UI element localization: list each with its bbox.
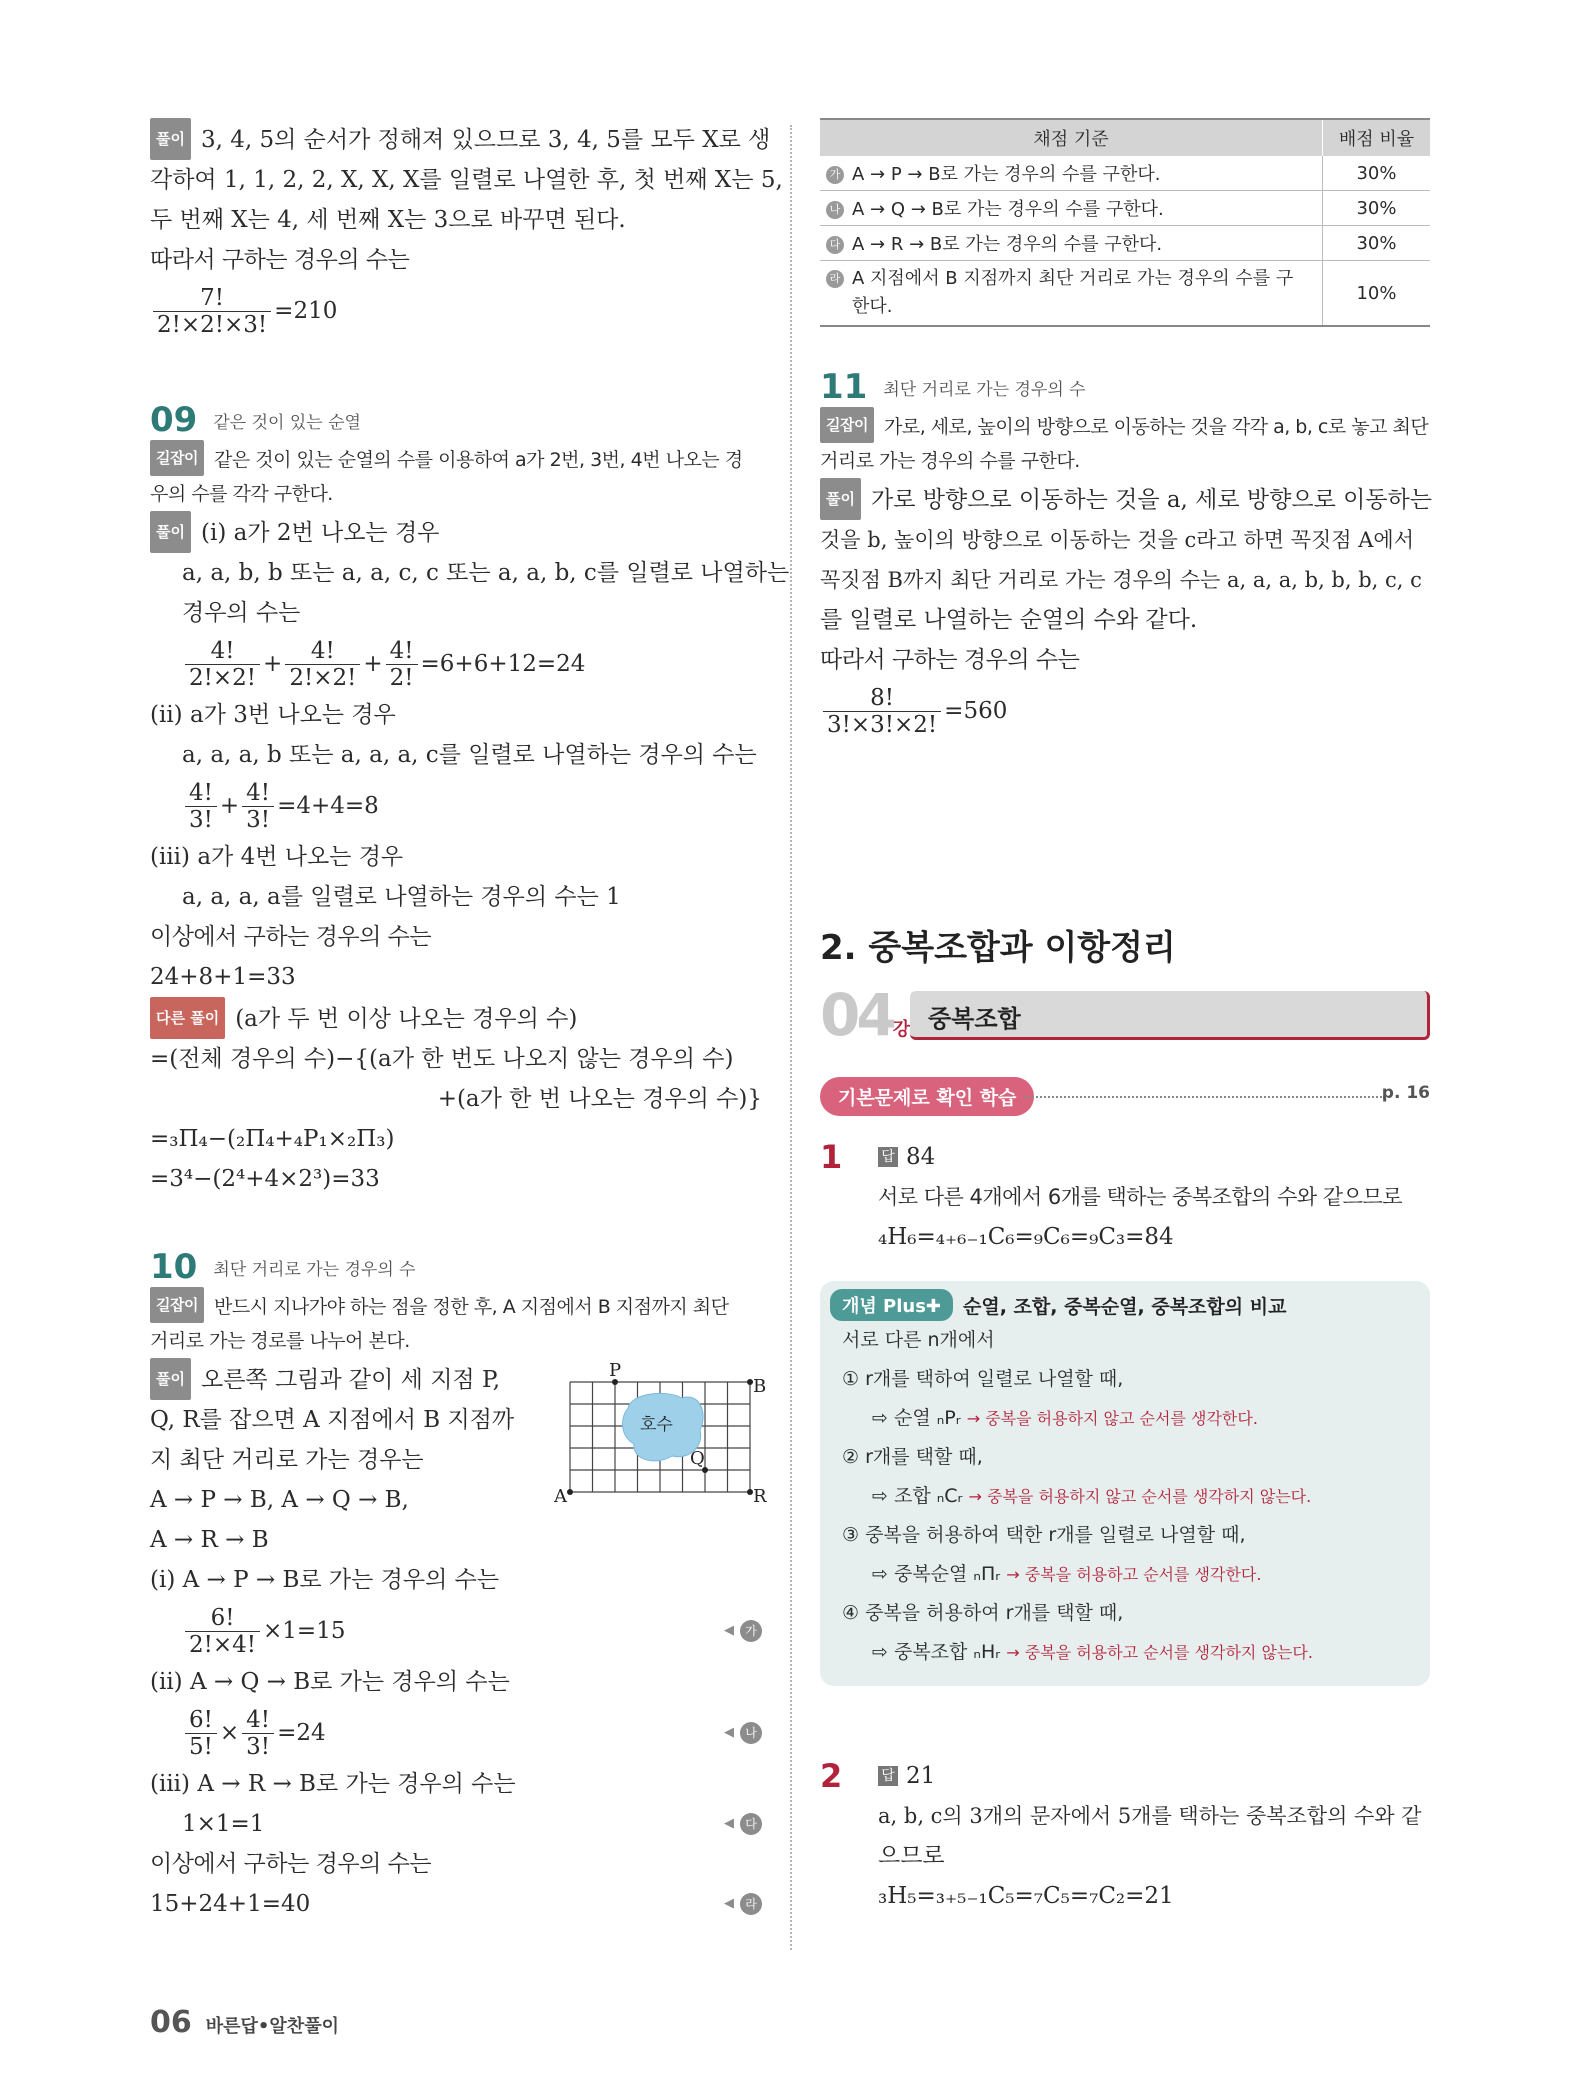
page-reference: p. 16 [1381, 1083, 1430, 1103]
case1-equation: $\frac{6!}{2!\times 4!}$ ×1=15 ◀ 가 [150, 1600, 762, 1662]
problem-equation: ₃H₅=₃₊₅₋₁C₅=₇C₅=₇C₂=21 [878, 1883, 1174, 1909]
solution-tag: 풀이 [150, 511, 191, 553]
answer-tag: 답 [878, 1766, 898, 1786]
sum-intro: 이상에서 구하는 경우의 수는 [150, 1851, 432, 1877]
section-number: 11 [820, 367, 868, 407]
answer-value: 84 [906, 1144, 936, 1170]
case2-equation: $\frac{4!}{3!}$ + $\frac{4!}{3!}$ =4+4=8 [150, 775, 762, 837]
plus-intro: 서로 다른 n개에서 [842, 1329, 995, 1351]
ratio-header: 배점 비율 [1323, 119, 1431, 156]
sol-line: A → R → B [150, 1527, 269, 1553]
sol-line: 지 최단 거리로 가는 경우는 [150, 1447, 424, 1473]
answer-tag: 답 [878, 1147, 898, 1167]
alt-solution-tag: 다른 풀이 [150, 997, 225, 1039]
s11-equation: $\frac{8!}{3!\times 3!\times 2!}$ =560 [820, 680, 1430, 742]
practice-pill: 기본문제로 확인 학습 [820, 1077, 1034, 1116]
lesson-title: 중복조합 [928, 1005, 1021, 1033]
point-a-label: A [554, 1486, 567, 1507]
sol-line: Q, R를 잡으면 A 지점에서 B 지점까 [150, 1407, 515, 1433]
solution-tag: 풀이 [820, 478, 861, 520]
problem-number: 1 [820, 1138, 843, 1176]
table-row: 라 A 지점에서 B 지점까지 최단 거리로 가는 경우의 수를 구 한다. 10% [820, 261, 1430, 327]
intro-line: 3, 4, 5의 순서가 정해져 있으므로 3, 4, 5를 모두 X로 생 [200, 127, 771, 153]
answer-value: 21 [906, 1763, 936, 1789]
practice-header [820, 1077, 1430, 1117]
case-line: a, a, a, a를 일렬로 나열하는 경우의 수는 1 [182, 884, 621, 910]
sol-line: 가로 방향으로 이동하는 것을 a, 세로 방향으로 이동하는 [870, 487, 1432, 513]
intro-equation: $\frac{7!}{2!\times 2!\times 3!}$ =210 [150, 280, 762, 342]
section-number: 10 [150, 1247, 198, 1287]
problem-line: 으므로 [878, 1843, 945, 1869]
guide-tag: 길잡이 [150, 1287, 204, 1323]
case3-equation: 1×1=1 ◀ 다 [150, 1804, 762, 1844]
sum-equation: 24+8+1=33 [150, 964, 296, 990]
intro-line: 따라서 구하는 경우의 수는 [150, 247, 410, 273]
case1-equation: $\frac{4!}{2!\times 2!}$ + $\frac{4!}{2!\times 2!}$ + $\frac{4!}{2!}$ =6+6+12=24 [150, 633, 762, 695]
alt-line: (a가 두 번 이상 나오는 경우의 수) [235, 1006, 578, 1032]
guide-line: 거리로 가는 경우의 수를 구한다. [820, 450, 1080, 472]
table-row: 다 A → R → B로 가는 경우의 수를 구한다. 30% [820, 226, 1430, 261]
problem-equation: ₄H₆=₄₊₆₋₁C₆=₉C₆=₉C₃=84 [878, 1224, 1174, 1250]
concept-plus-box: 개념 Plus✚ 순열, 조합, 중복순열, 중복조합의 비교 서로 다른 n개에서 ① r개를 택하여 일렬로 나열할 때, ⇨ 순열 ₙPᵣ → 중복을 허용하지 않고 순서를 생각한다. ② r개를 택할 때, ⇨ 조합 ₙCᵣ → 중복을 허용하지 않고 순서를 생각하지 않는다. ③ 중복을 허용하여 택한 r개를 일렬로 나열할 때, ⇨ 중복순열 ₙΠᵣ → 중복을 허용하고 순서를 생각한다. ④ 중복을 허용하여 r개를 택할 때, ⇨ 중복조합 ₙHᵣ → 중복을 허용하고 순서를 생각하지 않는다. [820, 1281, 1430, 1686]
lesson-number: 04강 [820, 981, 907, 1049]
problem-line: 서로 다른 4개에서 6개를 택하는 중복조합의 수와 같으므로 [878, 1185, 1403, 1209]
concept-plus-badge: 개념 Plus✚ [830, 1289, 953, 1321]
marker-ga: ◀ 가 [740, 1620, 762, 1642]
sol-line: 따라서 구하는 경우의 수는 [820, 647, 1080, 673]
point-q-label: Q [690, 1448, 705, 1469]
case-heading: (iii) A → R → B로 가는 경우의 수는 [150, 1771, 516, 1797]
section-09-header [150, 400, 762, 440]
case-heading: (i) a가 2번 나오는 경우 [200, 520, 440, 546]
plus-note: → 중복을 허용하고 순서를 생각한다. [1006, 1565, 1262, 1584]
case2-equation: $\frac{6!}{5!}$ × $\frac{4!}{3!}$ =24 ◀ 나 [150, 1702, 762, 1764]
page-footer [150, 2005, 339, 2040]
sol-line: 를 일렬로 나열하는 순열의 수와 같다. [820, 607, 1198, 633]
case-heading: (i) A → P → B로 가는 경우의 수는 [150, 1567, 500, 1593]
case-heading: (ii) a가 3번 나오는 경우 [150, 702, 396, 728]
section-title: 최단 거리로 가는 경우의 수 [213, 1259, 416, 1280]
intro-line: 각하여 1, 1, 2, 2, X, X, X를 일렬로 나열한 후, 첫 번째 X는 5, [150, 167, 783, 193]
case-line: 경우의 수는 [182, 600, 301, 626]
plus-note: → 중복을 허용하지 않고 순서를 생각한다. [966, 1409, 1258, 1428]
guide-line: 반드시 지나가야 하는 점을 정한 후, A 지점에서 B 지점까지 최단 [213, 1296, 729, 1318]
page-number: 06 [150, 2005, 192, 2040]
left-column [150, 118, 790, 1924]
guide-tag: 길잡이 [150, 440, 204, 476]
problem-number: 2 [820, 1757, 843, 1795]
sol-line: A → P → B, A → Q → B, [150, 1487, 409, 1513]
table-row: 나 A → Q → B로 가는 경우의 수를 구한다. 30% [820, 191, 1430, 226]
section-11-header [820, 367, 1430, 407]
solution-tag: 풀이 [150, 118, 191, 160]
point-p-label: P [609, 1360, 622, 1381]
guide-line: 거리로 가는 경로를 나누어 본다. [150, 1330, 410, 1352]
alt-line: =₃Π₄−(₂Π₄+₄P₁×₂Π₃) [150, 1126, 395, 1152]
point-b-label: B [753, 1376, 767, 1397]
problem-line: a, b, c의 3개의 문자에서 5개를 택하는 중복조합의 수와 같 [878, 1804, 1422, 1828]
marker-da: ◀ 다 [740, 1813, 762, 1835]
case-heading: (iii) a가 4번 나오는 경우 [150, 844, 404, 870]
grading-table [820, 118, 1430, 327]
sum-intro: 이상에서 구하는 경우의 수는 [150, 924, 432, 950]
case-heading: (ii) A → Q → B로 가는 경우의 수는 [150, 1669, 510, 1695]
alt-line: +(a가 한 번 나오는 경우의 수)} [437, 1086, 762, 1112]
section-10-header [150, 1247, 762, 1287]
book-title: 바른답•알찬풀이 [205, 2016, 339, 2037]
section-title: 같은 것이 있는 순열 [213, 412, 361, 433]
grid-figure [550, 1360, 767, 1512]
case-line: a, a, b, b 또는 a, a, c, c 또는 a, a, b, c를 일렬로 나열하는 [182, 560, 790, 586]
plus-item-head: ② r개를 택할 때, [842, 1446, 983, 1468]
chapter-title: 2. 중복조합과 이항정리 [820, 928, 1176, 968]
problem-2 [820, 1756, 1430, 1916]
sol-line: 것을 b, 높이의 방향으로 이동하는 것을 c라고 하면 꼭짓점 A에서 [820, 528, 1414, 552]
table-row: 가 A → P → B로 가는 경우의 수를 구한다. 30% [820, 156, 1430, 191]
sol-line: 꼭짓점 B까지 최단 거리로 가는 경우의 수는 a, a, a, b, b, b, c, c [820, 568, 1422, 592]
s10-solution-block [150, 1358, 767, 1560]
section-number: 09 [150, 400, 198, 440]
marker-ra: ◀ 라 [740, 1893, 762, 1915]
lesson-banner [820, 981, 1430, 1049]
plus-item-head: ③ 중복을 허용하여 택한 r개를 일렬로 나열할 때, [842, 1524, 1246, 1546]
alt-line: =3⁴−(2⁴+4×2³)=33 [150, 1166, 380, 1192]
plus-note: → 중복을 허용하지 않고 순서를 생각하지 않는다. [968, 1487, 1312, 1506]
right-column [820, 118, 1430, 1916]
concept-plus-title: 순열, 조합, 중복순열, 중복조합의 비교 [963, 1295, 1287, 1318]
plus-note: → 중복을 허용하고 순서를 생각하지 않는다. [1006, 1643, 1313, 1662]
guide-line: 가로, 세로, 높이의 방향으로 이동하는 것을 각각 a, b, c로 놓고 최단 [883, 416, 1429, 438]
problem-1 [820, 1137, 1430, 1257]
intro-line: 두 번째 X는 4, 세 번째 X는 3으로 바꾸면 된다. [150, 207, 626, 233]
column-divider [790, 125, 792, 1950]
marker-na: ◀ 나 [740, 1722, 762, 1744]
guide-line: 같은 것이 있는 순열의 수를 이용하여 a가 2번, 3번, 4번 나오는 경 [213, 449, 743, 471]
case-line: a, a, a, b 또는 a, a, a, c를 일렬로 나열하는 경우의 수는 [182, 742, 757, 768]
criteria-header: 채점 기준 [820, 119, 1323, 156]
guide-line: 우의 수를 각각 구한다. [150, 483, 333, 505]
plus-item-head: ④ 중복을 허용하여 r개를 택할 때, [842, 1602, 1124, 1624]
alt-line: =(전체 경우의 수)−{(a가 한 번도 나오지 않는 경우의 수) [150, 1046, 734, 1072]
solution-tag: 풀이 [150, 1358, 191, 1400]
sol-line: 오른쪽 그림과 같이 세 지점 P, [200, 1367, 501, 1393]
guide-tag: 길잡이 [820, 407, 874, 443]
lake-label: 호수 [640, 1415, 673, 1435]
plus-item-head: ① r개를 택하여 일렬로 나열할 때, [842, 1368, 1124, 1390]
sum-equation: 15+24+1=40 ◀ 라 [150, 1884, 762, 1924]
point-r-label: R [753, 1486, 767, 1507]
section-title: 최단 거리로 가는 경우의 수 [883, 379, 1086, 400]
